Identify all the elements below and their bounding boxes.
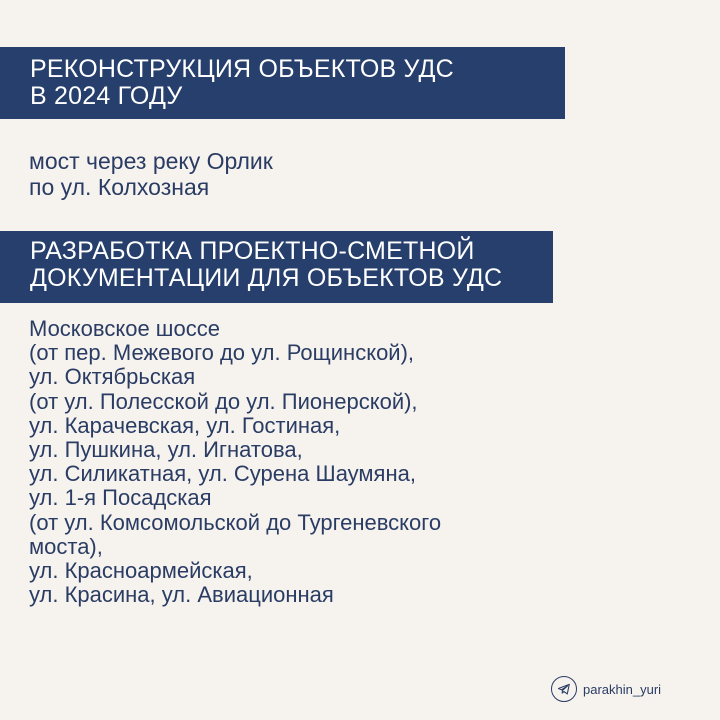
reconstruction-object-text <box>29 148 273 200</box>
telegram-handle-text: parakhin_yuri <box>583 681 662 697</box>
list-line: Московское шоссе <box>29 316 220 341</box>
list-line: ул. Октябрьская <box>29 364 196 390</box>
list-line: ул. Красина, ул. Авиационная <box>29 582 334 608</box>
list-line: (от ул. Комсомольской до Тургеневского <box>29 509 442 535</box>
list-line: ул. Карачевская, ул. Гостиная, <box>29 412 341 438</box>
list-line: моста), <box>29 533 103 559</box>
section-title-documentation <box>0 231 553 303</box>
telegram-icon <box>551 676 577 702</box>
text-line: по ул. Колхозная <box>29 174 210 200</box>
list-line: ул. Силикатная, ул. Сурена Шаумяна, <box>29 461 416 487</box>
text-line: мост через реку Орлик <box>29 148 273 174</box>
documentation-objects-list <box>29 317 441 607</box>
title-line: РАЗРАБОТКА ПРОЕКТНО-СМЕТНОЙ <box>30 237 475 265</box>
title-line: ДОКУМЕНТАЦИИ ДЛЯ ОБЪЕКТОВ УДС <box>30 264 503 292</box>
list-line: ул. Пушкина, ул. Игнатова, <box>29 437 303 463</box>
telegram-handle[interactable] <box>551 676 661 702</box>
section-title-reconstruction <box>0 47 565 119</box>
list-line: ул. 1-я Посадская <box>29 485 212 511</box>
list-line: (от пер. Межевого до ул. Рощинской), <box>29 340 415 366</box>
list-line: (от ул. Полесской до ул. Пионерской), <box>29 388 418 414</box>
title-line: В 2024 ГОДУ <box>30 82 183 110</box>
list-line: ул. Красноармейская, <box>29 558 253 584</box>
title-line: РЕКОНСТРУКЦИЯ ОБЪЕКТОВ УДС <box>30 55 454 83</box>
